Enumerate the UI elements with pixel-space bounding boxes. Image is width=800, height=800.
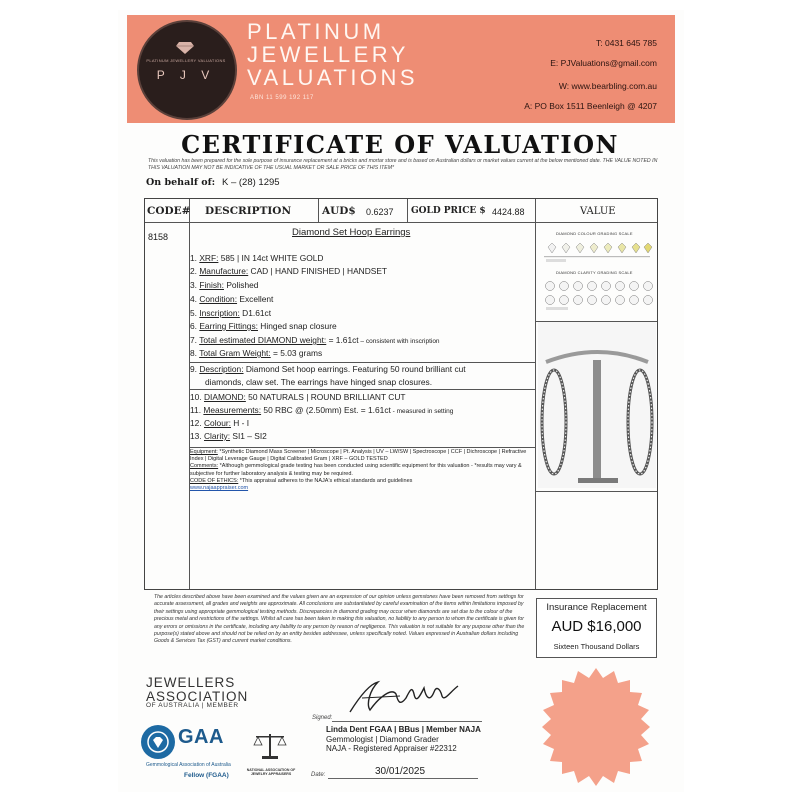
contact-phone: T: 0431 645 785 <box>596 38 657 48</box>
item-label: Earring Fittings: <box>199 321 258 331</box>
grader-registration: NAJA - Registered Appraiser #22312 <box>326 744 457 753</box>
aud-rate: 0.6237 <box>366 207 394 217</box>
ethics-label: CODE OF ETHICS: <box>190 477 239 484</box>
item-value: SI1 – SI2 <box>230 431 267 441</box>
contact-address: A: PO Box 1511 Beenleigh @ 4207 <box>524 101 657 111</box>
gem-emblem-icon <box>146 730 170 754</box>
item-number: 11. <box>190 405 202 415</box>
item-value: 50 NATURALS | ROUND BRILLIANT CUT <box>245 392 406 402</box>
item-label: Measurements: <box>203 405 262 415</box>
gaa-full-name: Gemmological Association of Australia <box>146 762 231 768</box>
clarity-scale-title: DIAMOND CLARITY GRADING SCALE <box>556 270 633 275</box>
item-value: Hinged snap closure <box>257 321 337 331</box>
item-number: 1. <box>190 253 197 263</box>
column-divider <box>535 199 536 589</box>
item-label: Colour: <box>203 418 231 428</box>
item-number: 3. <box>190 280 197 290</box>
item-value: CAD | HAND FINISHED | HANDSET <box>248 266 388 276</box>
list-item <box>190 405 453 415</box>
ethics-text: *This appraisal adheres to the NAJA's ethical standards and guidelines <box>238 477 413 484</box>
fellow-title: Fellow (FGAA) <box>184 772 229 779</box>
contact-web: W: www.bearbling.com.au <box>558 81 657 91</box>
ja-member-text: OF AUSTRALIA | MEMBER <box>146 702 239 709</box>
column-divider <box>318 199 319 222</box>
header-value: VALUE <box>580 206 616 217</box>
item-number: 12. <box>190 418 202 428</box>
header-code: CODE# <box>147 205 191 217</box>
row-divider <box>190 447 535 448</box>
equipment-label: Equipment: <box>190 449 218 455</box>
brand-line: VALUATIONS <box>247 65 419 90</box>
item-number: 4. <box>190 294 197 304</box>
abn-number: ABN 11 599 192 117 <box>250 95 314 101</box>
column-divider <box>407 199 408 222</box>
item-number: 8. <box>190 348 197 358</box>
equipment-text: *Synthetic Diamond Mass Screener | Microscope | Pt. Analysis | UV – LW/SW | Spectroscope | CCF | Dichroscope | Refractive Index | Digital Leverage Gauge | Digital Calibrated Gram | XRF – GOLD TESTED <box>190 449 527 463</box>
ja-line: JEWELLERS <box>146 675 236 690</box>
brand-line: PLATINUM <box>247 19 385 44</box>
header-gold-price: GOLD PRICE $ <box>411 206 486 216</box>
item-value: Polished <box>224 280 259 290</box>
contact-email: E: PJValuations@gmail.com <box>550 58 657 68</box>
ja-line: ASSOCIATION <box>146 689 249 704</box>
item-code: 8158 <box>148 232 169 242</box>
row-divider <box>190 389 535 390</box>
item-title: Diamond Set Hoop Earrings <box>292 227 411 238</box>
insurance-label: Insurance Replacement <box>546 602 647 613</box>
header-description: DESCRIPTION <box>205 205 292 217</box>
item-label: Clarity: <box>203 431 231 441</box>
header-row-divider <box>145 222 657 223</box>
signed-label: Signed: <box>312 715 333 721</box>
list-item <box>190 431 267 441</box>
brand-line: JEWELLERY <box>247 42 409 67</box>
item-value: Excellent <box>237 294 274 304</box>
logo-ring-text: PLATINUM JEWELLERY VALUATIONS <box>146 58 226 63</box>
gaa-logo-text: GAA <box>178 726 224 748</box>
date-line <box>328 778 478 779</box>
item-note: – consistent with inscription <box>358 338 440 345</box>
item-number: 2. <box>190 266 197 276</box>
insurance-amount-words: Sixteen Thousand Dollars <box>553 642 640 651</box>
scales-of-justice-icon <box>250 731 290 761</box>
item-value: Diamond Set hoop earrings. Featuring 50 round brilliant cut <box>243 364 466 374</box>
item-value: = 5.03 grams <box>270 348 323 358</box>
item-label: Finish: <box>199 280 224 290</box>
item-number: 7. <box>190 335 197 345</box>
item-value: 585 | IN 14ct WHITE GOLD <box>218 253 324 263</box>
list-item <box>190 308 271 318</box>
item-label: Description: <box>199 364 244 374</box>
list-item <box>190 335 440 345</box>
date-label: Date: <box>311 772 326 778</box>
page-title: CERTIFICATE OF VALUATION <box>181 130 619 159</box>
list-item <box>190 280 258 290</box>
valuation-date: 30/01/2025 <box>375 766 426 777</box>
grader-role: Gemmologist | Diamond Grader <box>326 734 439 744</box>
item-label: Total Gram Weight: <box>199 348 271 358</box>
clarity-scale-chart <box>542 276 654 312</box>
signature-line <box>332 721 482 722</box>
description-line: diamonds, claw set. The earrings have hinged snap closures. <box>205 377 433 387</box>
jewellers-association-logo <box>146 676 248 704</box>
item-note: - measured in setting <box>390 408 454 415</box>
list-item <box>190 392 406 402</box>
naja-logo-text: NATIONAL ASSOCIATION OF JEWELRY APPRAISERS <box>246 768 296 776</box>
handwritten-signature <box>340 676 470 720</box>
insurance-amount: AUD $16,000 <box>551 618 642 635</box>
item-value: = 1.61ct <box>326 335 359 345</box>
header-aud: AUD$ <box>322 205 356 217</box>
valuation-disclaimer: This valuation has been prepared for the sole purpose of insurance replacement at a bricks and mortar store and is based on Australian dollars or market values current at the below mentioned date. THE VALUE NOTED IN THIS VALUATION MAY NOT BE INDICATIVE OF THE USUAL MARKET OR SALE PRICE OF THIS ITEM* <box>148 158 658 171</box>
embossed-seal <box>535 666 657 788</box>
colour-scale-title: DIAMOND COLOUR GRADING SCALE <box>556 231 633 236</box>
item-label: Inscription: <box>199 308 240 318</box>
item-number: 10. <box>190 392 202 402</box>
list-item <box>190 294 273 304</box>
item-value: H - I <box>230 418 250 428</box>
list-item <box>190 348 322 358</box>
item-label: XRF: <box>199 253 219 263</box>
equipment-notes <box>190 449 530 492</box>
row-divider <box>536 491 657 492</box>
description-line <box>190 364 466 374</box>
list-item <box>190 253 323 263</box>
logo-monogram: P J V <box>156 68 216 82</box>
item-label: Condition: <box>199 294 238 304</box>
item-number: 13. <box>190 431 202 441</box>
earrings-photo <box>538 322 656 488</box>
comments-text: *Although gemmological grade testing has been conducted using scientific equipment for this valuation - *results may vary & subjective for further laboratory analysis & testing may be required. <box>190 463 522 477</box>
grader-details <box>326 725 481 754</box>
behalf-value: K – (28) 1295 <box>222 177 280 188</box>
item-value: 50 RBC @ (2.50mm) Est. = 1.61ct <box>261 405 391 415</box>
terms-fineprint: The articles described above have been examined and the values given are an expression of our opinion unless gemstones have been removed from settings for accurate assessment, all grades and weights are approximate. All conclusions are substantiated by careful examination of the items within limitations imposed by their settings using appropriate gemmological testing methods. Discrepancies in diamond grading may occur when diamonds are set due to the colour of the precious metal and restrictions of the settings. Whilst all care has been taken in making this valuation, no liability to any person to whom the certificate is given for any errors or omissions in the certificate, including any liability to any person by reason of negligence. This valuation is not suitable for any purpose other than the purpose(s) stated above and should not be relied on by an entity besides addressee, unless specifically noted. Values expressed in Australian dollars including Goods & Services Tax (GST) and current market conditions. <box>154 594 525 645</box>
comments-label: Comments: <box>190 463 219 470</box>
naja-link[interactable]: www.najaappraiser.com <box>190 485 249 492</box>
item-label: Manufacture: <box>199 266 249 276</box>
brand-name <box>247 20 418 89</box>
gold-price: 4424.88 <box>492 207 525 217</box>
item-value: D1.61ct <box>239 308 272 318</box>
item-label: DIAMOND: <box>203 392 246 402</box>
list-item <box>190 418 249 428</box>
grader-name: Linda Dent FGAA | BBus | Member NAJA <box>326 725 481 734</box>
item-number: 9. <box>190 364 197 374</box>
item-number: 5. <box>190 308 197 318</box>
behalf-label: On behalf of: <box>146 177 216 188</box>
item-label: Total estimated DIAMOND weight: <box>199 335 327 345</box>
list-item <box>190 321 337 331</box>
list-item <box>190 266 387 276</box>
colour-scale-chart <box>542 237 654 265</box>
row-divider <box>190 362 535 363</box>
diamond-icon <box>176 42 194 54</box>
item-number: 6. <box>190 321 197 331</box>
